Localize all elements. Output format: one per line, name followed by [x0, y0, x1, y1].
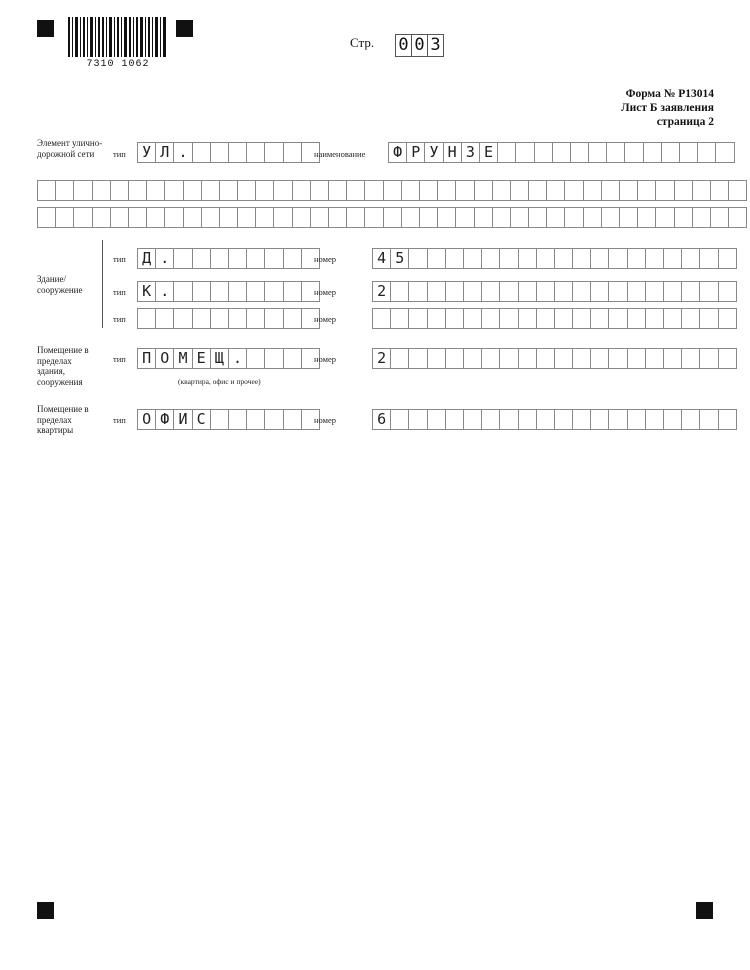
char-cell[interactable]	[128, 207, 147, 228]
char-cell[interactable]	[554, 281, 573, 302]
char-cell[interactable]	[590, 248, 609, 269]
street-type-field[interactable]	[137, 142, 319, 163]
char-cell[interactable]	[645, 248, 664, 269]
char-cell[interactable]: Н	[443, 142, 462, 163]
char-cell[interactable]	[372, 308, 391, 329]
char-cell[interactable]	[510, 207, 529, 228]
building-type-label-3: тип	[113, 314, 126, 324]
char-cell[interactable]	[219, 180, 238, 201]
char-cell[interactable]	[681, 348, 700, 369]
char-cell[interactable]	[554, 409, 573, 430]
form-header	[621, 87, 714, 129]
char-cell[interactable]: .	[173, 142, 192, 163]
building-bracket-line	[102, 240, 103, 328]
char-cell[interactable]	[718, 248, 737, 269]
char-cell[interactable]	[619, 180, 638, 201]
char-cell[interactable]	[445, 409, 464, 430]
char-cell[interactable]	[210, 281, 229, 302]
building-number-label-2: номер	[314, 287, 337, 297]
char-cell[interactable]: Л	[155, 142, 174, 163]
char-cell[interactable]	[518, 248, 537, 269]
char-cell[interactable]	[718, 308, 737, 329]
char-cell[interactable]	[499, 308, 518, 329]
char-cell[interactable]	[73, 207, 92, 228]
char-cell[interactable]	[328, 180, 347, 201]
char-cell[interactable]	[554, 248, 573, 269]
building-label: Здание/ сооружение	[37, 274, 83, 295]
char-cell[interactable]	[192, 281, 211, 302]
char-cell[interactable]	[643, 142, 662, 163]
char-cell[interactable]	[292, 207, 311, 228]
char-cell[interactable]	[173, 281, 192, 302]
char-cell[interactable]: 2	[372, 281, 391, 302]
char-cell[interactable]	[499, 409, 518, 430]
barcode	[68, 17, 166, 57]
char-cell[interactable]	[492, 207, 511, 228]
char-cell[interactable]	[246, 409, 265, 430]
char-cell[interactable]	[390, 281, 409, 302]
char-cell[interactable]	[246, 281, 265, 302]
char-cell[interactable]	[383, 180, 402, 201]
char-cell[interactable]	[264, 308, 283, 329]
char-cell[interactable]	[536, 348, 555, 369]
char-cell[interactable]: Е	[192, 348, 211, 369]
char-cell[interactable]	[283, 308, 302, 329]
char-cell[interactable]	[427, 281, 446, 302]
char-cell[interactable]	[390, 409, 409, 430]
char-cell[interactable]	[663, 308, 682, 329]
char-cell[interactable]	[201, 180, 220, 201]
char-cell[interactable]: 2	[372, 348, 391, 369]
char-cell[interactable]	[137, 308, 156, 329]
char-cell[interactable]	[164, 207, 183, 228]
char-cell[interactable]	[534, 142, 553, 163]
char-cell[interactable]: Ф	[155, 409, 174, 430]
apartment-room-type-field[interactable]	[137, 409, 319, 430]
building-number-field-3[interactable]	[372, 308, 736, 329]
char-cell[interactable]	[499, 348, 518, 369]
char-cell[interactable]	[255, 180, 274, 201]
char-cell[interactable]	[674, 207, 693, 228]
premises-number-label: номер	[314, 354, 337, 364]
street-element-label: Элемент улично-дорожной сети	[37, 138, 103, 159]
char-cell[interactable]	[401, 207, 420, 228]
char-cell[interactable]	[408, 409, 427, 430]
char-cell[interactable]	[546, 180, 565, 201]
char-cell[interactable]	[608, 409, 627, 430]
char-cell[interactable]	[228, 409, 247, 430]
char-cell[interactable]	[474, 207, 493, 228]
char-cell[interactable]	[699, 308, 718, 329]
char-cell[interactable]	[390, 348, 409, 369]
char-cell[interactable]	[588, 142, 607, 163]
corner-marker-bottom-right	[696, 902, 713, 919]
char-cell[interactable]	[228, 281, 247, 302]
char-cell[interactable]	[228, 248, 247, 269]
char-cell[interactable]	[481, 409, 500, 430]
char-cell[interactable]	[590, 308, 609, 329]
char-cell[interactable]	[401, 180, 420, 201]
char-cell[interactable]	[445, 281, 464, 302]
char-cell[interactable]	[663, 281, 682, 302]
char-cell[interactable]	[283, 248, 302, 269]
char-cell[interactable]	[463, 308, 482, 329]
char-cell[interactable]	[437, 180, 456, 201]
char-cell[interactable]	[283, 142, 302, 163]
char-cell[interactable]	[627, 248, 646, 269]
premises-type-label: тип	[113, 354, 126, 364]
char-cell[interactable]	[554, 308, 573, 329]
char-cell[interactable]	[572, 348, 591, 369]
char-cell[interactable]	[536, 308, 555, 329]
char-cell[interactable]	[699, 281, 718, 302]
char-cell[interactable]	[627, 308, 646, 329]
barcode-number: 7310 1062	[86, 59, 150, 70]
char-cell[interactable]	[492, 180, 511, 201]
premises-number-field[interactable]	[372, 348, 736, 369]
char-cell[interactable]	[601, 207, 620, 228]
char-cell[interactable]	[481, 348, 500, 369]
char-cell[interactable]: И	[173, 409, 192, 430]
street-name-continuation-2[interactable]	[37, 207, 746, 228]
char-cell[interactable]	[228, 308, 247, 329]
corner-marker-top-right	[176, 20, 193, 37]
char-cell[interactable]	[481, 281, 500, 302]
apartment-room-label: Помещение в пределах квартиры	[37, 404, 89, 435]
char-cell[interactable]	[552, 142, 571, 163]
char-cell[interactable]	[192, 142, 211, 163]
char-cell[interactable]: П	[137, 348, 156, 369]
char-cell[interactable]	[570, 142, 589, 163]
char-cell[interactable]	[155, 308, 174, 329]
char-cell[interactable]	[419, 207, 438, 228]
char-cell[interactable]	[364, 180, 383, 201]
char-cell[interactable]	[92, 207, 111, 228]
char-cell[interactable]: К	[137, 281, 156, 302]
char-cell[interactable]	[264, 142, 283, 163]
corner-marker-bottom-left	[37, 902, 54, 919]
char-cell[interactable]: У	[137, 142, 156, 163]
char-cell[interactable]	[427, 348, 446, 369]
char-cell[interactable]	[73, 180, 92, 201]
page-digit[interactable]: 0	[395, 34, 412, 57]
char-cell[interactable]	[173, 308, 192, 329]
char-cell[interactable]	[37, 180, 56, 201]
char-cell[interactable]	[728, 207, 747, 228]
char-cell[interactable]	[164, 180, 183, 201]
char-cell[interactable]	[146, 180, 165, 201]
char-cell[interactable]	[692, 207, 711, 228]
char-cell[interactable]	[619, 207, 638, 228]
char-cell[interactable]	[445, 308, 464, 329]
char-cell[interactable]	[264, 281, 283, 302]
char-cell[interactable]	[699, 409, 718, 430]
char-cell[interactable]	[408, 308, 427, 329]
char-cell[interactable]	[518, 281, 537, 302]
char-cell[interactable]	[528, 180, 547, 201]
char-cell[interactable]	[681, 308, 700, 329]
char-cell[interactable]	[437, 207, 456, 228]
char-cell[interactable]	[210, 248, 229, 269]
char-cell[interactable]	[583, 207, 602, 228]
char-cell[interactable]	[663, 248, 682, 269]
char-cell[interactable]	[55, 180, 74, 201]
char-cell[interactable]	[627, 348, 646, 369]
char-cell[interactable]	[481, 248, 500, 269]
premises-label: Помещение в пределах здания, сооружения	[37, 345, 89, 387]
building-type-label-2: тип	[113, 287, 126, 297]
char-cell[interactable]	[637, 207, 656, 228]
char-cell[interactable]: З	[461, 142, 480, 163]
char-cell[interactable]	[455, 207, 474, 228]
char-cell[interactable]	[528, 207, 547, 228]
char-cell[interactable]	[463, 248, 482, 269]
char-cell[interactable]: С	[192, 409, 211, 430]
char-cell[interactable]	[536, 281, 555, 302]
char-cell[interactable]	[210, 308, 229, 329]
char-cell[interactable]	[408, 281, 427, 302]
char-cell[interactable]	[264, 248, 283, 269]
char-cell[interactable]: Д	[137, 248, 156, 269]
premises-type-field[interactable]	[137, 348, 319, 369]
char-cell[interactable]	[283, 409, 302, 430]
apartment-room-type-label: тип	[113, 415, 126, 425]
apartment-room-number-field[interactable]	[372, 409, 736, 430]
char-cell[interactable]	[718, 409, 737, 430]
char-cell[interactable]	[192, 308, 211, 329]
char-cell[interactable]	[718, 281, 737, 302]
char-cell[interactable]	[210, 409, 229, 430]
char-cell[interactable]	[601, 180, 620, 201]
char-cell[interactable]	[283, 348, 302, 369]
building-number-label-1: номер	[314, 254, 337, 264]
char-cell[interactable]	[264, 348, 283, 369]
char-cell[interactable]	[572, 248, 591, 269]
char-cell[interactable]	[674, 180, 693, 201]
char-cell[interactable]	[546, 207, 565, 228]
char-cell[interactable]: Ф	[388, 142, 407, 163]
char-cell[interactable]	[310, 180, 329, 201]
char-cell[interactable]	[237, 207, 256, 228]
char-cell[interactable]	[173, 248, 192, 269]
form-number: Форма № Р13014	[625, 88, 714, 100]
char-cell[interactable]: 5	[390, 248, 409, 269]
char-cell[interactable]	[518, 348, 537, 369]
char-cell[interactable]	[427, 409, 446, 430]
char-cell[interactable]	[183, 207, 202, 228]
char-cell[interactable]	[608, 248, 627, 269]
char-cell[interactable]: Р	[406, 142, 425, 163]
char-cell[interactable]	[710, 207, 729, 228]
char-cell[interactable]: М	[173, 348, 192, 369]
char-cell[interactable]	[663, 409, 682, 430]
char-cell[interactable]	[463, 281, 482, 302]
char-cell[interactable]	[715, 142, 734, 163]
char-cell[interactable]	[110, 207, 129, 228]
char-cell[interactable]	[572, 308, 591, 329]
char-cell[interactable]	[681, 281, 700, 302]
char-cell[interactable]	[645, 348, 664, 369]
char-cell[interactable]	[419, 180, 438, 201]
street-name-label: наименование	[314, 149, 366, 159]
char-cell[interactable]	[697, 142, 716, 163]
char-cell[interactable]	[246, 348, 265, 369]
char-cell[interactable]	[518, 308, 537, 329]
char-cell[interactable]	[637, 180, 656, 201]
building-type-field-1[interactable]	[137, 248, 319, 269]
corner-marker-top-left	[37, 20, 54, 37]
char-cell[interactable]	[692, 180, 711, 201]
char-cell[interactable]	[474, 180, 493, 201]
sheet-title: Лист Б заявления	[621, 102, 714, 114]
char-cell[interactable]	[499, 248, 518, 269]
char-cell[interactable]	[554, 348, 573, 369]
char-cell[interactable]	[246, 142, 265, 163]
char-cell[interactable]	[627, 281, 646, 302]
street-type-label: тип	[113, 149, 126, 159]
char-cell[interactable]	[572, 281, 591, 302]
char-cell[interactable]: О	[155, 348, 174, 369]
char-cell[interactable]	[237, 180, 256, 201]
page-number-cells	[395, 34, 443, 57]
char-cell[interactable]	[328, 207, 347, 228]
char-cell[interactable]	[92, 180, 111, 201]
char-cell[interactable]	[699, 348, 718, 369]
char-cell[interactable]	[210, 142, 229, 163]
char-cell[interactable]	[55, 207, 74, 228]
char-cell[interactable]	[624, 142, 643, 163]
char-cell[interactable]	[427, 248, 446, 269]
char-cell[interactable]	[246, 248, 265, 269]
char-cell[interactable]	[228, 142, 247, 163]
char-cell[interactable]	[661, 142, 680, 163]
char-cell[interactable]	[655, 180, 674, 201]
char-cell[interactable]	[572, 409, 591, 430]
char-cell[interactable]	[718, 348, 737, 369]
char-cell[interactable]	[390, 308, 409, 329]
street-name-continuation-1[interactable]	[37, 180, 746, 201]
char-cell[interactable]	[445, 348, 464, 369]
char-cell[interactable]	[645, 281, 664, 302]
building-type-label-1: тип	[113, 254, 126, 264]
char-cell[interactable]	[679, 142, 698, 163]
char-cell[interactable]	[699, 248, 718, 269]
building-type-field-3[interactable]	[137, 308, 319, 329]
char-cell[interactable]	[146, 207, 165, 228]
char-cell[interactable]: Е	[479, 142, 498, 163]
char-cell[interactable]	[681, 409, 700, 430]
char-cell[interactable]: .	[155, 248, 174, 269]
char-cell[interactable]	[608, 348, 627, 369]
char-cell[interactable]	[192, 248, 211, 269]
char-cell[interactable]	[481, 308, 500, 329]
char-cell[interactable]	[463, 409, 482, 430]
page-label: Стр.	[350, 35, 375, 50]
char-cell[interactable]	[627, 409, 646, 430]
premises-type-hint: (квартира, офис и прочее)	[178, 377, 261, 386]
char-cell[interactable]	[590, 348, 609, 369]
char-cell[interactable]	[536, 248, 555, 269]
char-cell[interactable]	[110, 180, 129, 201]
char-cell[interactable]	[219, 207, 238, 228]
char-cell[interactable]	[681, 248, 700, 269]
char-cell[interactable]	[383, 207, 402, 228]
char-cell[interactable]	[515, 142, 534, 163]
char-cell[interactable]	[246, 308, 265, 329]
char-cell[interactable]	[608, 308, 627, 329]
char-cell[interactable]	[518, 409, 537, 430]
char-cell[interactable]	[445, 248, 464, 269]
char-cell[interactable]	[608, 281, 627, 302]
page-digit[interactable]: 0	[411, 34, 428, 57]
building-number-field-2[interactable]	[372, 281, 736, 302]
char-cell[interactable]	[536, 409, 555, 430]
char-cell[interactable]: О	[137, 409, 156, 430]
char-cell[interactable]: Щ	[210, 348, 229, 369]
apartment-room-number-label: номер	[314, 415, 337, 425]
char-cell[interactable]: У	[424, 142, 443, 163]
char-cell[interactable]	[710, 180, 729, 201]
char-cell[interactable]	[564, 180, 583, 201]
char-cell[interactable]	[463, 348, 482, 369]
char-cell[interactable]	[255, 207, 274, 228]
char-cell[interactable]	[128, 180, 147, 201]
char-cell[interactable]	[590, 409, 609, 430]
char-cell[interactable]	[728, 180, 747, 201]
char-cell[interactable]	[283, 281, 302, 302]
char-cell[interactable]	[264, 409, 283, 430]
sheet-page: страница 2	[656, 116, 714, 128]
char-cell[interactable]	[273, 207, 292, 228]
char-cell[interactable]	[510, 180, 529, 201]
char-cell[interactable]	[427, 308, 446, 329]
char-cell[interactable]	[364, 207, 383, 228]
char-cell[interactable]: .	[228, 348, 247, 369]
char-cell[interactable]	[663, 348, 682, 369]
char-cell[interactable]	[645, 308, 664, 329]
street-name-field[interactable]	[388, 142, 734, 163]
char-cell[interactable]	[310, 207, 329, 228]
building-number-field-1[interactable]	[372, 248, 736, 269]
char-cell[interactable]	[201, 207, 220, 228]
char-cell[interactable]: 4	[372, 248, 391, 269]
char-cell[interactable]: .	[155, 281, 174, 302]
char-cell[interactable]	[37, 207, 56, 228]
char-cell[interactable]	[499, 281, 518, 302]
page-digit[interactable]: 3	[427, 34, 444, 57]
char-cell[interactable]	[564, 207, 583, 228]
char-cell[interactable]	[273, 180, 292, 201]
building-type-field-2[interactable]	[137, 281, 319, 302]
char-cell[interactable]	[408, 248, 427, 269]
char-cell[interactable]	[408, 348, 427, 369]
char-cell[interactable]	[606, 142, 625, 163]
char-cell[interactable]	[497, 142, 516, 163]
char-cell[interactable]	[655, 207, 674, 228]
char-cell[interactable]	[346, 180, 365, 201]
char-cell[interactable]	[183, 180, 202, 201]
char-cell[interactable]	[590, 281, 609, 302]
char-cell[interactable]	[645, 409, 664, 430]
char-cell[interactable]	[346, 207, 365, 228]
building-number-label-3: номер	[314, 314, 337, 324]
char-cell[interactable]	[292, 180, 311, 201]
char-cell[interactable]	[583, 180, 602, 201]
char-cell[interactable]	[455, 180, 474, 201]
char-cell[interactable]: 6	[372, 409, 391, 430]
